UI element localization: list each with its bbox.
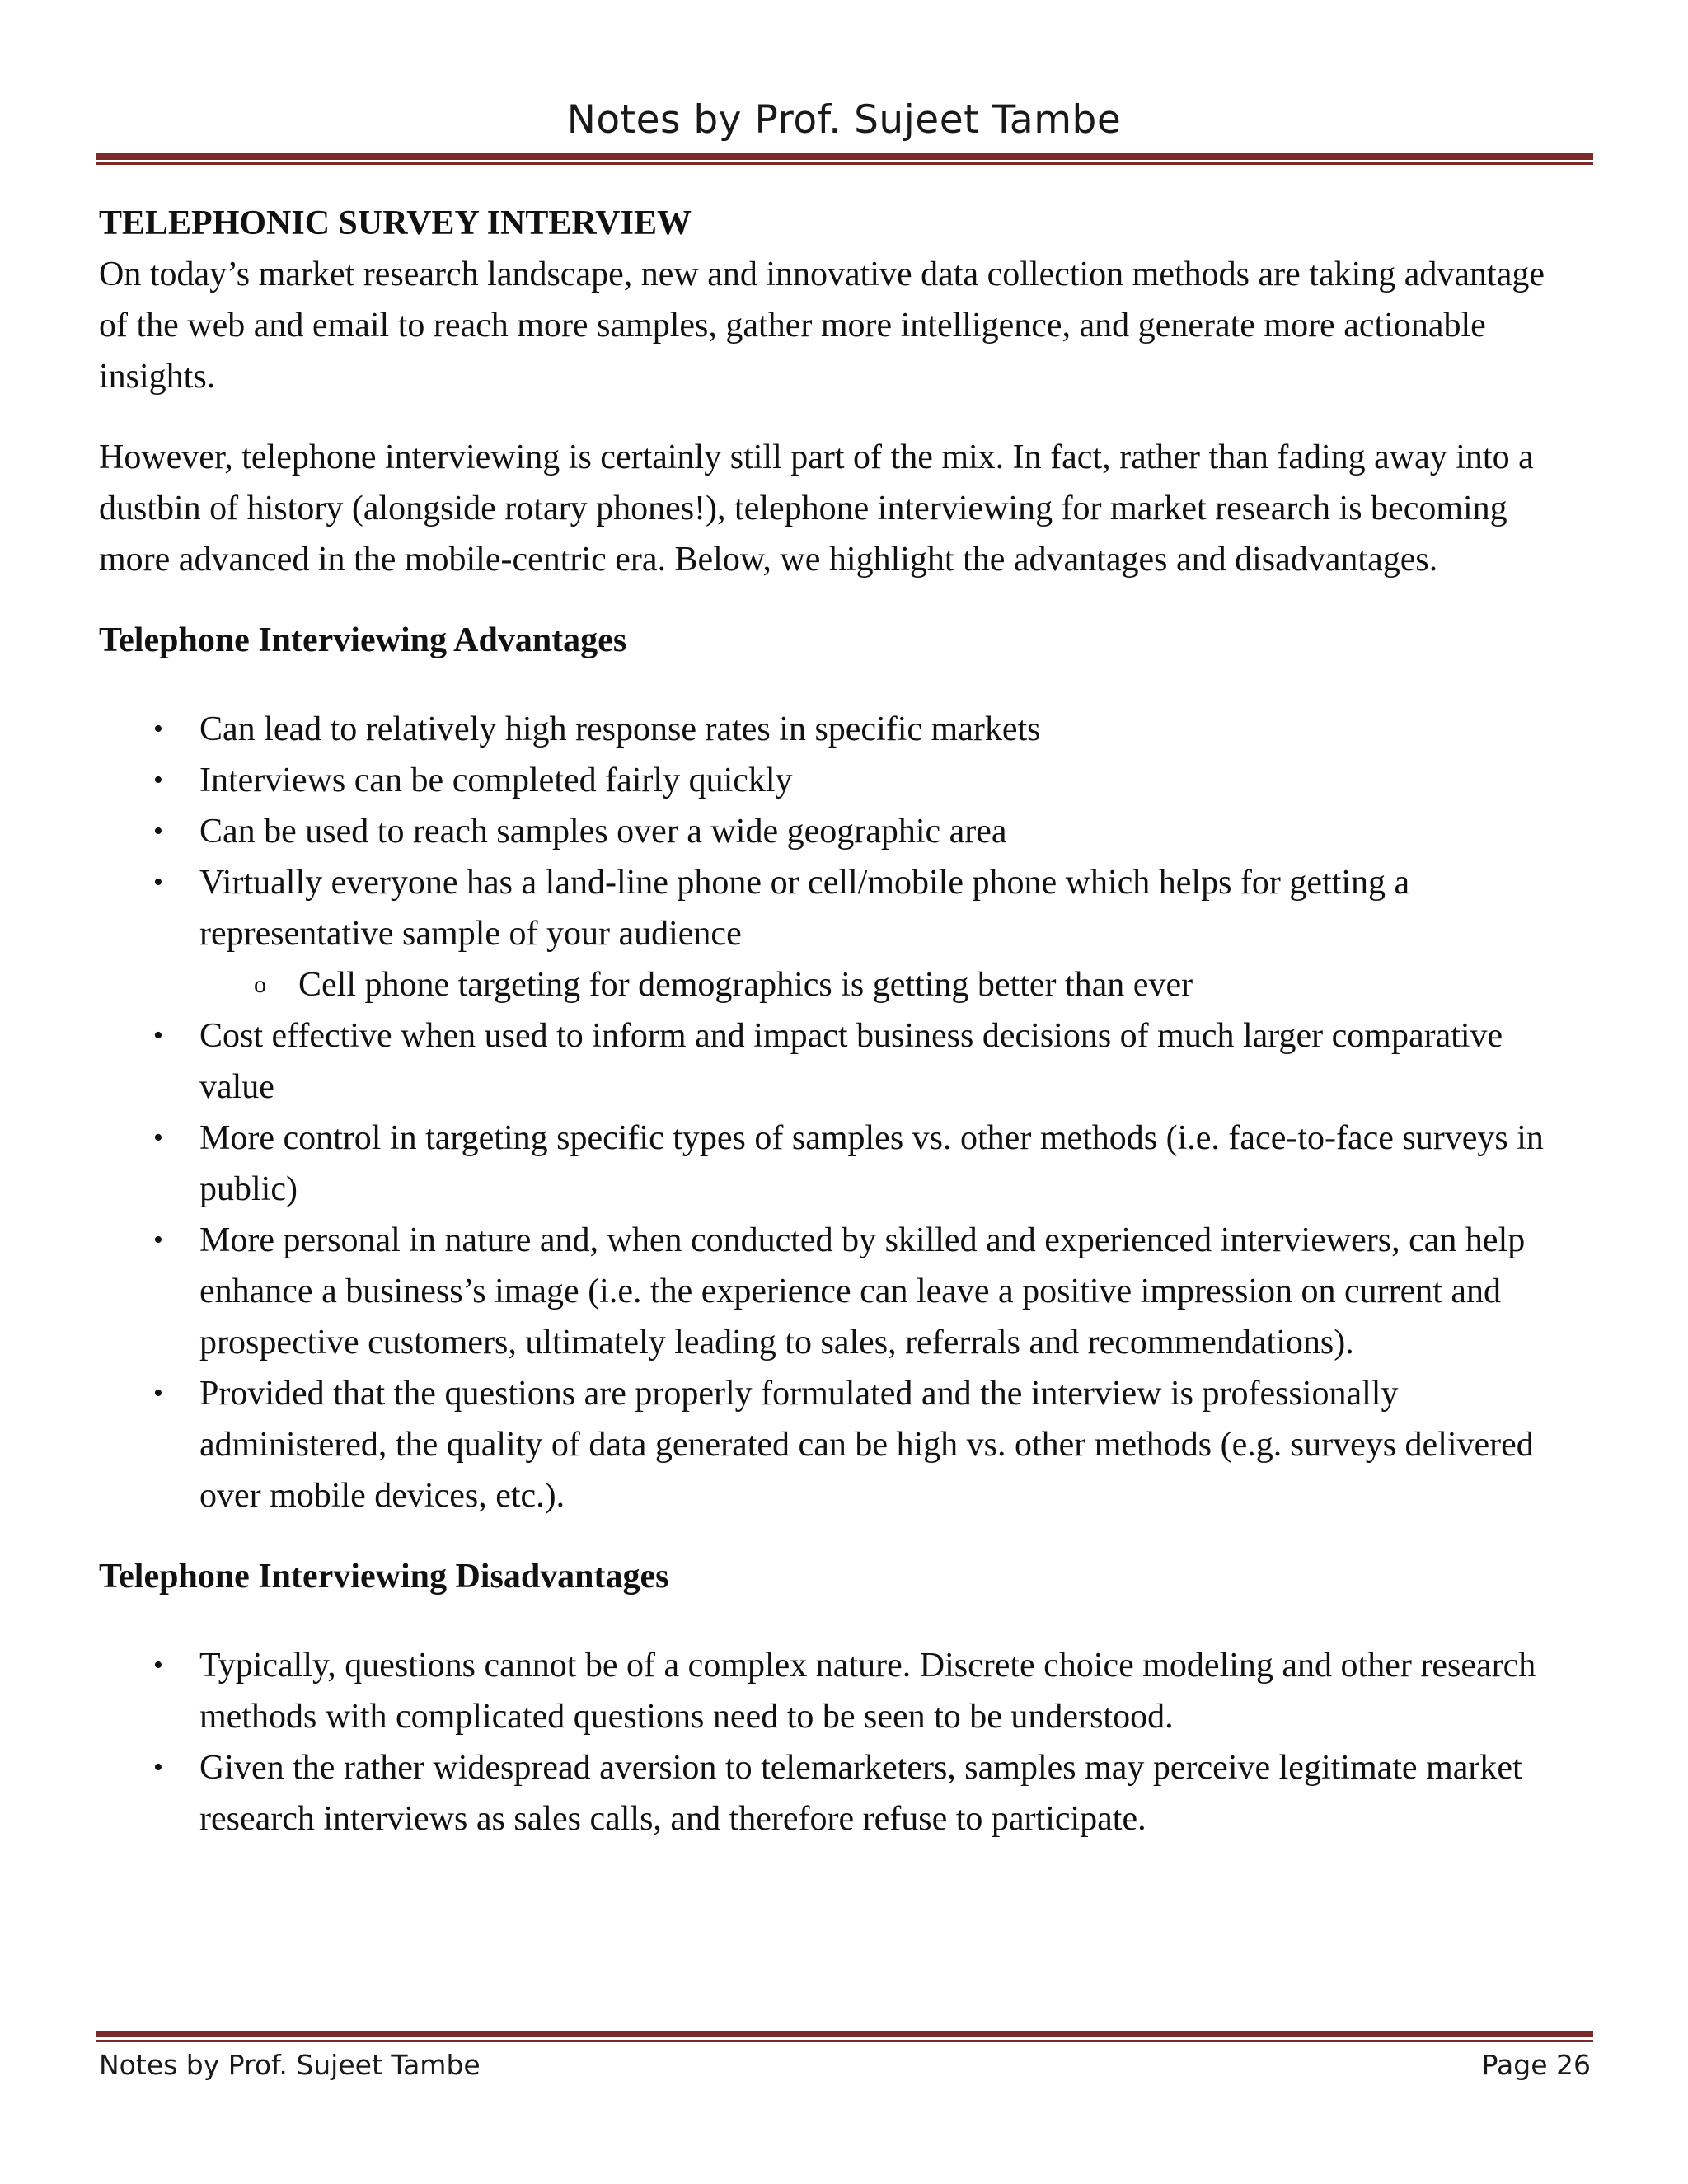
- list-item: [99, 806, 1574, 857]
- footer-page-number: Page 26: [1481, 2049, 1591, 2081]
- advantages-list: [99, 704, 1574, 1521]
- list-item-text: Cost effective when used to inform and impact business decisions of much larger comparative value: [199, 1017, 1503, 1106]
- list-item-text: Can lead to relatively high response rates in specific markets: [199, 710, 1041, 748]
- list-item-text: More personal in nature and, when conducted by skilled and experienced interviewers, can help enhance a business’s image (i.e. the experience can leave a positive impression on current and prospective customers, ultimately leading to sales, referrals and recommendations).: [199, 1221, 1526, 1361]
- list-item: [99, 704, 1574, 755]
- list-item: [99, 1215, 1574, 1368]
- list-item: [99, 755, 1574, 806]
- list-item-text: Given the rather widespread aversion to telemarketers, samples may perceive legitimate market research interviews as sales calls, and therefore refuse to participate.: [199, 1749, 1522, 1838]
- bullet-icon: •: [153, 1378, 163, 1408]
- header-rule: [96, 153, 1593, 165]
- footer-author: Notes by Prof. Sujeet Tambe: [99, 2049, 481, 2081]
- list-item: [99, 857, 1574, 959]
- advantages-heading: Telephone Interviewing Advantages: [99, 621, 627, 659]
- intro-paragraph-2: However, telephone interviewing is certainly still part of the mix. In fact, rather than fading away into a dustbin of history (alongside rotary phones!), telephone interviewing for market research is becoming more advanced in the mobile-centric era. Below, we highlight the advantages and disadvantages.: [99, 438, 1534, 579]
- list-item: [99, 1640, 1574, 1742]
- bullet-icon: •: [153, 1122, 163, 1153]
- bullet-icon: •: [153, 714, 163, 744]
- bullet-icon: •: [153, 867, 163, 898]
- bullet-icon: •: [153, 1020, 163, 1051]
- list-item-text: Virtually everyone has a land-line phone or cell/mobile phone which helps for getting a representative sample of your audience: [199, 864, 1410, 953]
- page-header-title: Notes by Prof. Sujeet Tambe: [566, 97, 1122, 143]
- sub-bullet-icon: o: [254, 971, 266, 998]
- list-item: [99, 1113, 1574, 1215]
- disadvantages-heading: Telephone Interviewing Disadvantages: [99, 1558, 669, 1596]
- main-content: [99, 198, 1574, 1844]
- list-item: [99, 1010, 1574, 1113]
- list-item-text: Can be used to reach samples over a wide geographic area: [199, 813, 1007, 851]
- list-item-text: Typically, questions cannot be of a complex nature. Discrete choice modeling and other research methods with complicated questions need to be seen to be understood.: [199, 1647, 1536, 1736]
- list-item: [99, 1368, 1574, 1521]
- section-title: TELEPHONIC SURVEY INTERVIEW: [99, 204, 692, 242]
- sub-list-item: [99, 959, 1574, 1010]
- bullet-icon: •: [153, 1752, 163, 1783]
- list-item: [99, 1742, 1574, 1844]
- bullet-icon: •: [153, 765, 163, 795]
- intro-paragraph-1: On today’s market research landscape, new and innovative data collection methods are taking advantage of the web and email to reach more samples, gather more intelligence, and generate more actionable insights.: [99, 255, 1545, 396]
- bullet-icon: •: [153, 816, 163, 846]
- bullet-icon: •: [153, 1650, 163, 1680]
- list-item-text: Interviews can be completed fairly quickly: [199, 762, 793, 799]
- disadvantages-list: [99, 1640, 1574, 1844]
- footer-rule: [96, 2031, 1593, 2042]
- bullet-icon: •: [153, 1225, 163, 1255]
- list-item-text: Provided that the questions are properly formulated and the interview is professionally administered, the quality of data generated can be high vs. other methods (e.g. surveys delivered over mobile devices, etc.).: [199, 1375, 1534, 1515]
- list-item-text: Cell phone targeting for demographics is getting better than ever: [298, 966, 1193, 1004]
- list-item-text: More control in targeting specific types of samples vs. other methods (i.e. face-to-face surveys in public): [199, 1119, 1544, 1208]
